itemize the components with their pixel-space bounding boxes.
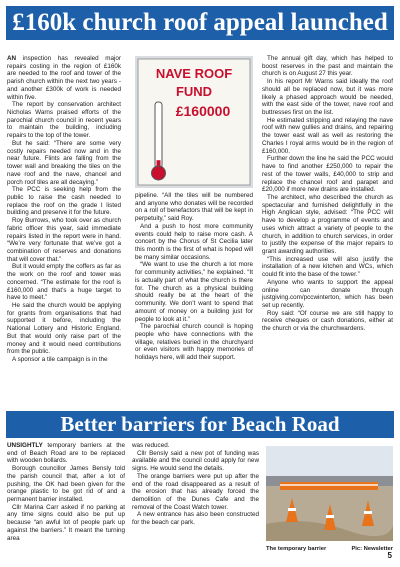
lead-text: temporary barriers at the end of Beach Road are to be replaced with wooden bollards. xyxy=(7,442,125,465)
paragraph: Cllr Marina Carr asked if no parking at any time signs could also be put up because “an awful lot of people park up against the barriers.” It meant the turning area xyxy=(7,503,125,542)
article1-column-2 xyxy=(135,192,253,402)
paragraph: The report by conservation architect Nicholas Warns praised efforts of the parochial church council in recent years to maintain the building, including repairs to the top of the tower. xyxy=(7,101,121,140)
paragraph: And a push to host more community events could help to raise more cash. A concert by the Chorus of St Cecilia later this month is the first of what is hoped will be many similar occasions. xyxy=(135,222,253,261)
lead-bold: AN xyxy=(7,55,17,62)
paragraph: The PCC is seeking help from the public to raise the cash needed to replace the roof on the grade I listed building and preserve it for the future. xyxy=(7,186,121,217)
paragraph: was reduced. xyxy=(132,442,170,449)
paragraph: The architect, who described the church as spectacular and furnished delightfully in the High Anglican style, advised: “The PCC will have to develop a programme of events and uses which attract a variety of people to the church, in addition to church services, in order to justify the expense of the major repairs to grant awarding authorities. xyxy=(262,193,393,255)
paragraph: He estimated stripping and relaying the nave roof with new gullies and drains, and repairing the tower east wall as well as restoring the Charles I royal arms would be in the region of £160,000. xyxy=(262,116,393,155)
paragraph: The orange barriers were put up after the end of the road disappeared as a result of the erosion that has already forced the demolition of the Dunes Cafe and the removal of the Coast Watch tower. xyxy=(132,472,259,511)
paragraph: A sponsor a tile campaign is in the xyxy=(12,356,108,364)
paragraph: Roy Burrows, who took over as church fabric officer this year, said immediate repairs listed in the report were in hand. “We’re very fortunate that we’ve got a combination of reserves and donations that will cover that.” xyxy=(7,217,121,263)
roof-fund-sign-photo xyxy=(135,56,253,188)
paragraph: He said the church would be applying for grants from organisations that had supported it before, including the National Lottery and Historic England. But that would only raise part of the money and it would need contributions from the public. xyxy=(7,302,121,356)
paragraph: “This increased use will also justify the installation of a new kitchen and WCs, which could fit into the base of the tower.” xyxy=(262,255,393,279)
article2-column-2 xyxy=(132,442,259,559)
sign-line-2: FUND xyxy=(175,84,213,99)
paragraph: The annual gift day, which has helped to boost reserves in the past and maintain the church is on August 27 this year. xyxy=(262,55,393,78)
lead-text: inspection has revealed major repairs costing in the region of £160k are needed to the roof and tower of the parish church within the next two years - and another £300k of work is needed within five. xyxy=(7,55,121,101)
paragraph: “We want to use the church a lot more for community activities,” he explained. “It is actually part of what the church is there for. The church as a physical building should really be at the heart of the community. We don’t want to spend that amount of money on a building just for people to look at it.” xyxy=(135,261,253,323)
paragraph: Anyone who wants to support the appeal online can donate through justgiving.com/pccwinterton, which has been set up recently. xyxy=(262,278,393,309)
barrier-photo xyxy=(266,446,393,541)
page-number: 5 xyxy=(387,551,392,560)
article2-lead xyxy=(7,442,125,465)
headline-roof-appeal: £160k church roof appeal launched xyxy=(6,6,394,40)
article1-column-3 xyxy=(262,55,393,405)
headline-beach-road: Better barriers for Beach Road xyxy=(6,411,394,438)
article1-column-1 xyxy=(7,55,121,405)
paragraph: A new entrance has also been constructed for the beach car park. xyxy=(132,511,259,527)
paragraph: Roy said: “Of course we are still happy to receive cheques or cash donations, either at the church or via the churchwardens. xyxy=(262,309,393,333)
paragraph: The parochial church council is hoping people who have connections with the village, relatives buried in the churchyard or even visitors with happy memories of holidays here, will add their support. xyxy=(135,323,253,362)
paragraph: Further down the line he said the PCC would have to find another £250,000 to repair the rest of the tower walls, £40,000 to strip and replace the chancel roof and parapet and £20,000 if more new drains are installed. xyxy=(262,155,393,194)
article1-lead xyxy=(7,55,121,101)
paragraph: pipeline. “All the tiles will be numbered and anyone who donates will be recorded on a roll of benefactors that will be kept in perpetuity,” said Roy. xyxy=(135,192,253,223)
article2-column-1 xyxy=(7,442,125,559)
sign-line-3: £160000 xyxy=(175,103,231,119)
photo-credit: Pic: Newsletter xyxy=(351,546,393,552)
paragraph: Borough councillor James Bensly told the parish council that, after a lot of pushing, the OK had been given for the orange plastic to be got rid of and a permanent barrier installed. xyxy=(7,465,125,504)
paragraph: Cllr Bensly said a new pot of funding was available and the council could apply for new signs. He would send the details. xyxy=(132,449,259,473)
sign-line-1: NAVE ROOF xyxy=(155,66,233,81)
paragraph: In his report Mr Warns said ideally the roof should all be replaced now, but it was more likely a phased approach would be needed, with the east side of the tower, nave roof and buttresses first on the list. xyxy=(262,78,393,117)
paragraph: But he said: “There are some very costly repairs needed now and in the near future. Flints are falling from the tower wall and breaking the tiles on the nave roof and the nave, chancel and porch roof tiles are all decaying.” xyxy=(7,139,121,186)
paragraph: But it would empty the coffers as far as the work on the roof and tower was concerned. “The estimate for the roof is £160,000 and that’s a huge target to have to meet.” xyxy=(7,263,121,302)
lead-bold: UNSIGHTLY xyxy=(7,442,43,449)
photo-caption xyxy=(266,546,393,552)
caption-text: The temporary barrier xyxy=(266,546,327,552)
